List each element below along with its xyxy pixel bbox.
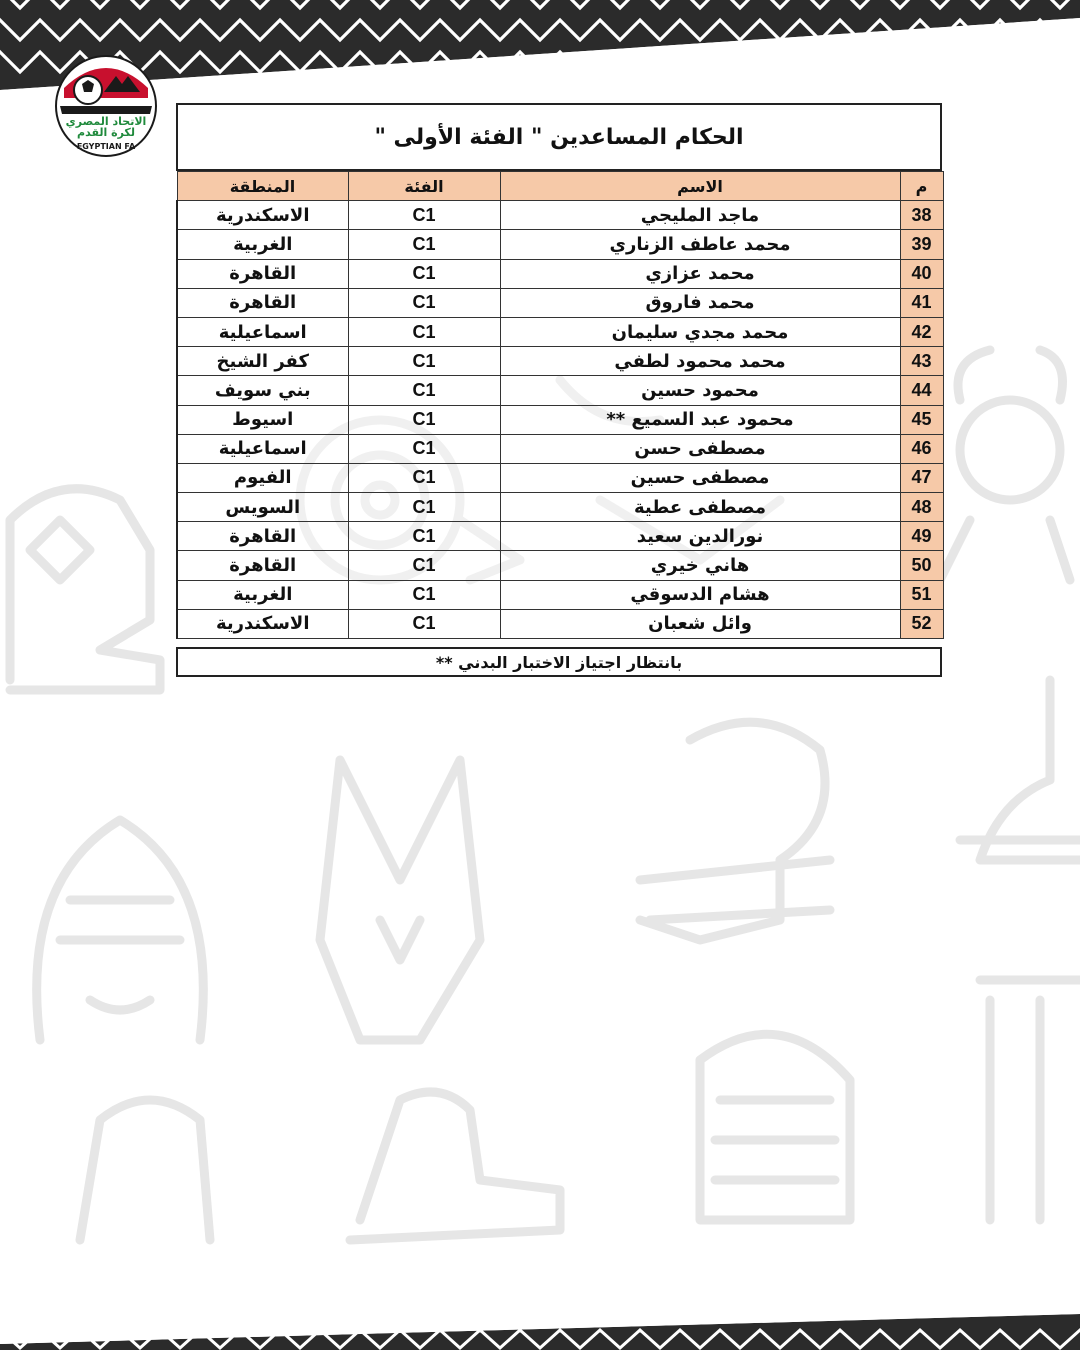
- row-number: 43: [900, 347, 943, 376]
- table-row: [177, 463, 943, 492]
- row-number: 44: [900, 376, 943, 405]
- row-number: 41: [900, 288, 943, 317]
- referee-name: محمد مجدي سليمان: [500, 317, 900, 346]
- referee-category: C1: [348, 493, 500, 522]
- referee-name: هشام الدسوقي: [500, 580, 900, 609]
- referee-category: C1: [348, 580, 500, 609]
- top-zigzag-band: [0, 0, 1080, 92]
- referee-region: الاسكندرية: [177, 609, 348, 638]
- referee-category: C1: [348, 201, 500, 230]
- referee-category: C1: [348, 405, 500, 434]
- referee-name: محمد عاطف الزناري: [500, 230, 900, 259]
- referee-name: محمد عزازي: [500, 259, 900, 288]
- logo-english-text: EGYPTIAN FA: [76, 142, 136, 151]
- column-header-name: الاسم: [500, 172, 900, 201]
- table-row: [177, 317, 943, 346]
- table-row: [177, 259, 943, 288]
- row-number: 51: [900, 580, 943, 609]
- referee-list-sheet: [176, 103, 942, 677]
- referee-region: الغربية: [177, 230, 348, 259]
- referee-category: C1: [348, 522, 500, 551]
- referee-region: اسماعيلية: [177, 317, 348, 346]
- referee-region: بني سويف: [177, 376, 348, 405]
- referee-region: القاهرة: [177, 259, 348, 288]
- assistant-referees-table: [176, 171, 944, 639]
- column-header-region: المنطقة: [177, 172, 348, 201]
- table-row: [177, 230, 943, 259]
- referee-name: وائل شعبان: [500, 609, 900, 638]
- referee-category: C1: [348, 463, 500, 492]
- row-number: 50: [900, 551, 943, 580]
- table-row: [177, 551, 943, 580]
- logo-arabic-line1: الاتحاد المصري: [65, 115, 147, 128]
- referee-category: C1: [348, 434, 500, 463]
- column-header-category: الفئة: [348, 172, 500, 201]
- table-row: [177, 405, 943, 434]
- referee-region: القاهرة: [177, 288, 348, 317]
- referee-name: مصطفى حسين: [500, 463, 900, 492]
- referee-name: مصطفى عطية: [500, 493, 900, 522]
- referee-name: نورالدين سعيد: [500, 522, 900, 551]
- row-number: 49: [900, 522, 943, 551]
- row-number: 40: [900, 259, 943, 288]
- bottom-zigzag-band: [0, 1300, 1080, 1350]
- table-row: [177, 347, 943, 376]
- referee-region: الفيوم: [177, 463, 348, 492]
- referee-category: C1: [348, 347, 500, 376]
- referee-name: محمد محمود لطفي: [500, 347, 900, 376]
- referee-category: C1: [348, 230, 500, 259]
- referee-region: السويس: [177, 493, 348, 522]
- referee-category: C1: [348, 376, 500, 405]
- table-row: [177, 493, 943, 522]
- referee-region: كفر الشيخ: [177, 347, 348, 376]
- row-number: 42: [900, 317, 943, 346]
- table-row: [177, 609, 943, 638]
- referee-region: اسيوط: [177, 405, 348, 434]
- referee-category: C1: [348, 609, 500, 638]
- table-row: [177, 434, 943, 463]
- referee-name: محمود حسين: [500, 376, 900, 405]
- table-row: [177, 580, 943, 609]
- referee-region: القاهرة: [177, 522, 348, 551]
- referee-name: محمود عبد السميع **: [500, 405, 900, 434]
- row-number: 38: [900, 201, 943, 230]
- table-row: [177, 522, 943, 551]
- page-title: الحكام المساعدين " الفئة الأولى ": [176, 103, 942, 171]
- referee-name: ماجد المليجي: [500, 201, 900, 230]
- footnote: بانتظار اجتياز الاختبار البدني **: [176, 647, 942, 677]
- egyptian-fa-logo: [54, 54, 158, 158]
- table-header-row: [177, 172, 943, 201]
- row-number: 47: [900, 463, 943, 492]
- referee-region: الاسكندرية: [177, 201, 348, 230]
- table-row: [177, 288, 943, 317]
- referee-category: C1: [348, 288, 500, 317]
- referee-category: C1: [348, 259, 500, 288]
- row-number: 46: [900, 434, 943, 463]
- table-row: [177, 376, 943, 405]
- row-number: 39: [900, 230, 943, 259]
- logo-arabic-line2: لكرة القدم: [77, 126, 135, 139]
- referee-name: مصطفى حسن: [500, 434, 900, 463]
- referee-region: الغربية: [177, 580, 348, 609]
- row-number: 48: [900, 493, 943, 522]
- row-number: 52: [900, 609, 943, 638]
- row-number: 45: [900, 405, 943, 434]
- referee-region: القاهرة: [177, 551, 348, 580]
- referee-category: C1: [348, 317, 500, 346]
- referee-name: هاني خيري: [500, 551, 900, 580]
- referee-category: C1: [348, 551, 500, 580]
- referee-region: اسماعيلية: [177, 434, 348, 463]
- table-row: [177, 201, 943, 230]
- column-header-number: م: [900, 172, 943, 201]
- referee-name: محمد فاروق: [500, 288, 900, 317]
